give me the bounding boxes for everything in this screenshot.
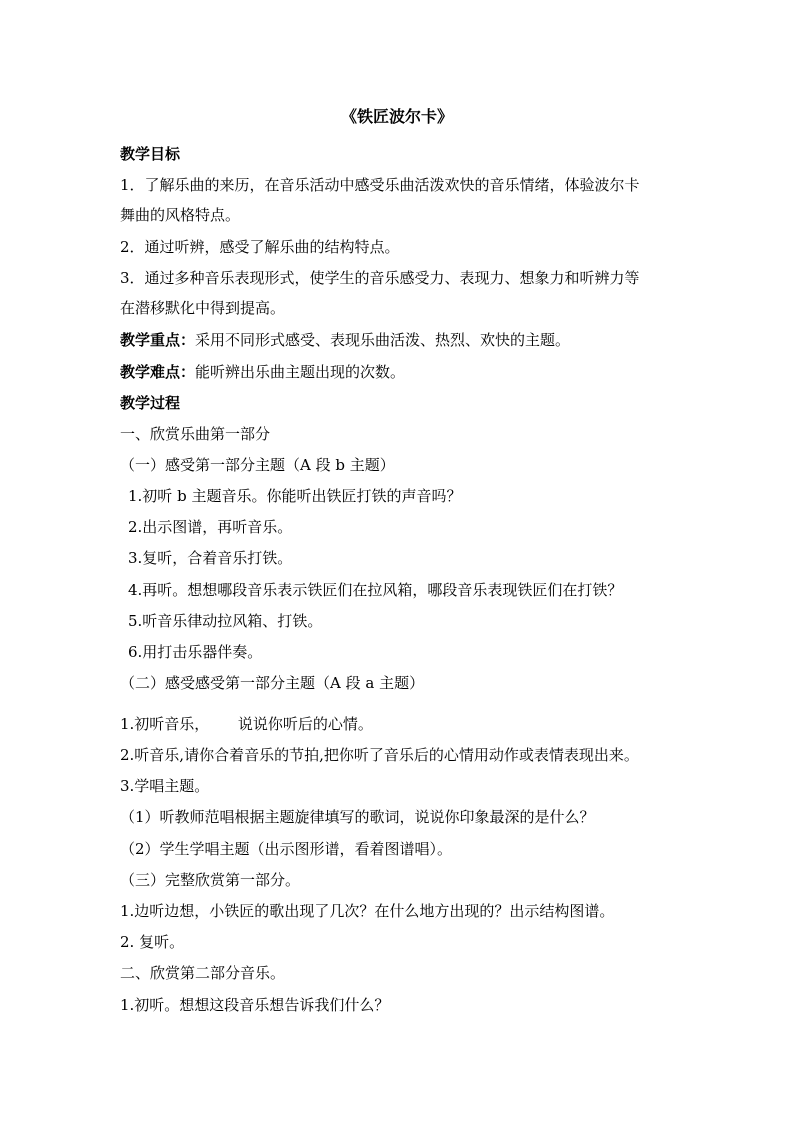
list-item: 5.听音乐律动拉风箱、打铁。 [128,612,323,630]
objectives-heading: 教学目标 [120,145,181,163]
list-item: 1.初听音乐， 说说你听后的心情。 [120,715,373,733]
process-heading: 教学过程 [120,394,181,412]
list-item: 3.复听，合着音乐打铁。 [128,549,293,567]
objective-1-line-2: 舞曲的风格特点。 [120,206,241,224]
part-1-sub-2-heading: （二）感受感受第一部分主题（A 段 a 主题） [120,674,425,692]
objective-3-line-2: 在潜移默化中得到提高。 [120,299,286,317]
list-item: 2.听音乐,请你合着音乐的节拍,把你听了音乐后的心情用动作或表情表现出来。 [120,746,639,764]
part-2-heading: 二、欣赏第二部分音乐。 [120,964,286,982]
list-item: 3.学唱主题。 [120,777,210,795]
list-item: 1.初听 b 主题音乐。你能听出铁匠打铁的声音吗？ [128,487,462,505]
list-item: 2.出示图谱，再听音乐。 [128,518,293,536]
list-item: 2. 复听。 [120,933,185,951]
part-1-heading: 一、欣赏乐曲第一部分 [120,425,271,443]
objective-3-line-1: 3．通过多种音乐表现形式，使学生的音乐感受力、表现力、想象力和听辨力等 [120,269,640,287]
key-point [120,330,570,350]
list-item: 6.用打击乐器伴奏。 [128,643,263,661]
part-1-sub-1-heading: （一）感受第一部分主题（A 段 b 主题） [120,456,395,474]
list-item: （1）听教师范唱根据主题旋律填写的歌词，说说你印象最深的是什么？ [120,808,595,826]
key-point-label: 教学重点： [120,331,196,349]
objective-2: 2．通过听辨，感受了解乐曲的结构特点。 [120,238,400,256]
list-item: （2）学生学唱主题（出示图形谱，看着图谱唱）。 [120,840,453,858]
key-point-text: 采用不同形式感受、表现乐曲活泼、热烈、欢快的主题。 [195,331,571,349]
part-1-sub-3-heading: （三）完整欣赏第一部分。 [120,871,301,889]
difficulty-label: 教学难点： [120,363,196,381]
list-item: 1.初听。想想这段音乐想告诉我们什么？ [120,996,390,1014]
list-item: 4.再听。想想哪段音乐表示铁匠们在拉风箱，哪段音乐表现铁匠们在打铁？ [128,581,623,599]
difficulty-point [120,362,405,382]
list-item: 1.边听边想，小铁匠的歌出现了几次？在什么地方出现的？出示结构图谱。 [120,902,615,920]
document-title: 《铁匠波尔卡》 [340,107,453,126]
difficulty-text: 能听辨出乐曲主题出现的次数。 [195,363,406,381]
objective-1-line-1: 1．了解乐曲的来历，在音乐活动中感受乐曲活泼欢快的音乐情绪，体验波尔卡 [120,176,640,194]
